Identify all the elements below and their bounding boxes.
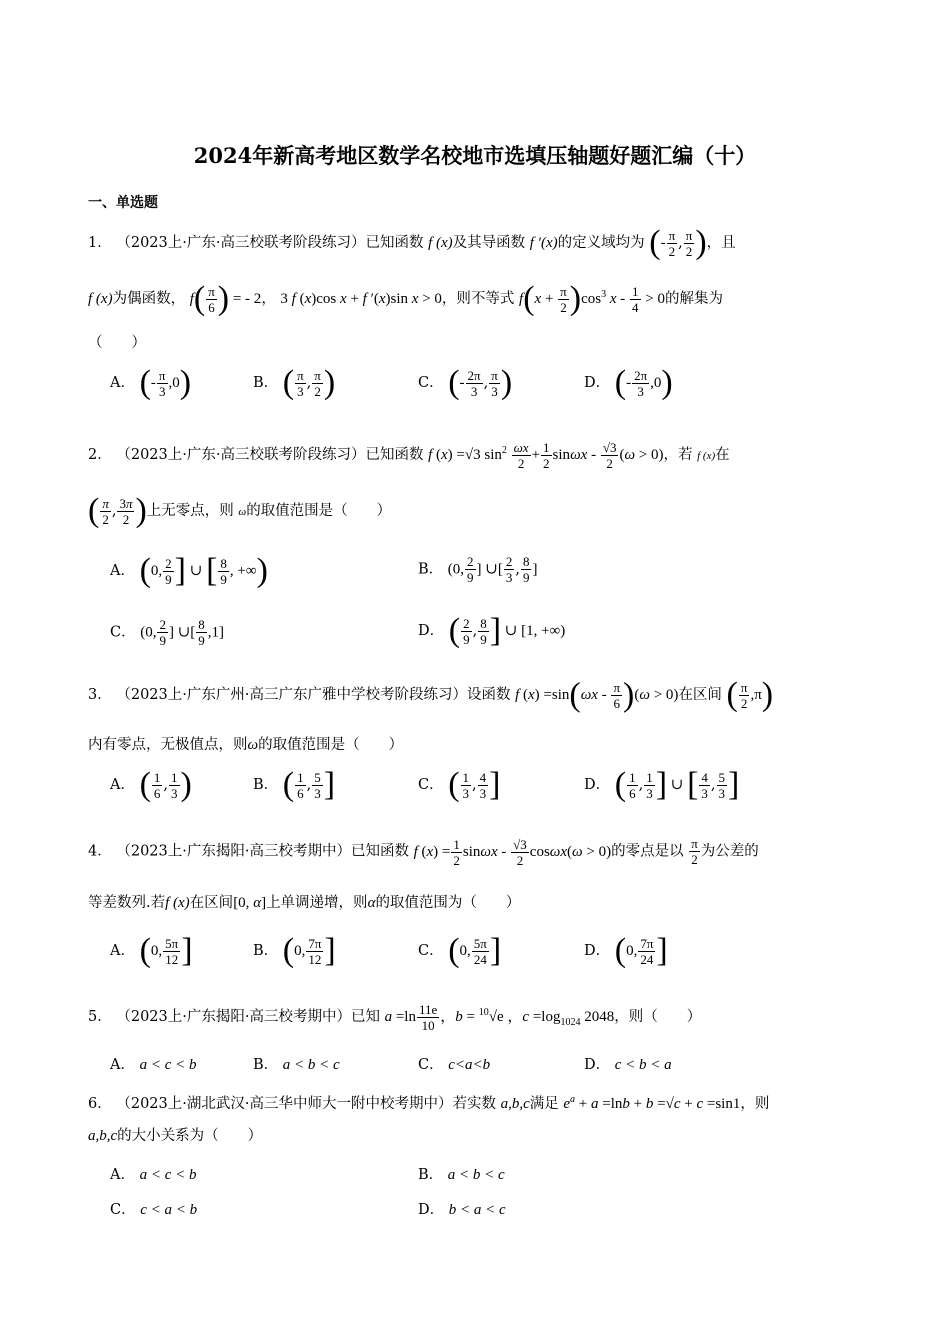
q6-option-d[interactable]: D． b < a < c bbox=[418, 1202, 506, 1218]
q5-option-d[interactable]: D． c < b < a bbox=[584, 1057, 672, 1073]
question-3-line-1: 3． （2023上·广东广州·高三广东广雅中学校考阶段练习）设函数 f (x) =sin(ωx - $\frac{\pi}{6}$ )(ω > 0)在区间 ( $\frac{\pi}{2}$ ,π) bbox=[88, 676, 774, 714]
q1-option-b[interactable]: B． ( $\frac{\pi}{3}$ , $\frac{\pi}{2}$ ) bbox=[253, 364, 336, 401]
q2-option-b[interactable]: B． (0, $\frac{2}{9}$ ] ∪[ $\frac{2}{3}$ , $\frac{8}{9}$ ] bbox=[418, 554, 538, 585]
q4-option-a[interactable]: A． (0, $\frac{5\pi}{12}$ ] bbox=[110, 932, 193, 969]
formula-q3-fx: f (x) =sin(ωx - $\frac{\pi}{6}$ )(ω > 0) bbox=[515, 676, 679, 714]
q3-option-a[interactable]: A． ( $\frac{1}{6}$ , $\frac{1}{3}$ ) bbox=[110, 766, 192, 803]
formula-fprime-x: f ′(x) bbox=[529, 235, 558, 251]
formula-q2-fx: f (x) =√3 $\sin^2$ $\frac{\omega x}{2}$ + $\frac{1}{2}$ sinωx - $\frac{√3}{2}$ (ω > 0) bbox=[428, 440, 664, 471]
q3-option-b[interactable]: B． ( $\frac{1}{6}$ , $\frac{5}{3}$ ] bbox=[253, 766, 336, 803]
q2-option-c[interactable]: C． (0, $\frac{2}{9}$ ] ∪[ $\frac{8}{9}$ ,1] bbox=[110, 617, 225, 648]
document-title: 2024年新高考地区数学名校地市选填压轴题好题汇编（十） bbox=[193, 143, 757, 168]
formula-f-pi6: f( $\frac{\pi}{6}$ ) = - 2 bbox=[189, 280, 262, 317]
question-1-line-2: f (x)为偶函数， f( $\frac{\pi}{6}$ ) = - 2， 3 f (x)cos x + f ′(x)sin x > 0，则不等式 f(x + $\frac{\pi}{2}$ )$\cos^3$ x - $\frac{1}{4}$ > 0的解集为 bbox=[88, 280, 723, 317]
formula-fx: f (x) bbox=[428, 235, 453, 251]
q1-option-d[interactable]: D． (- $\frac{2\pi}{3}$ ,0) bbox=[584, 364, 673, 401]
formula-condition: 3 f (x)cos x + f ′(x)sin x > 0 bbox=[280, 291, 442, 307]
question-4-line-2: 等差数列.若f (x)在区间[0, α]上单调递增，则α的取值范围为（ ） bbox=[88, 895, 521, 911]
q6-option-b[interactable]: B． a < b < c bbox=[418, 1167, 505, 1183]
question-3-line-2: 内有零点，无极值点，则ω的取值范围是（ ） bbox=[88, 737, 404, 753]
q6-option-c[interactable]: C． c < a < b bbox=[110, 1202, 198, 1218]
question-1-line-1: 1． （2023上·广东·高三校联考阶段练习）已知函数 f (x)及其导函数 f ′(x)的定义域均为 (- $\frac{\pi}{2}$ , $\frac{\pi}{2}$ )，且 bbox=[88, 224, 736, 261]
q6-option-a[interactable]: A． a < c < b bbox=[110, 1167, 197, 1183]
formula-q4-fx: f (x) = $\frac{1}{2}$ sinωx - $\frac{√3}{2}$ cosωx(ω > 0) bbox=[413, 836, 612, 868]
question-6-line-2: a,b,c的大小关系为（ ） bbox=[88, 1128, 263, 1144]
q3-option-d[interactable]: D． ( $\frac{1}{6}$ , $\frac{1}{3}$ ] ∪ [ $\frac{4}{3}$ , $\frac{5}{3}$ ] bbox=[584, 766, 740, 803]
question-1-paren: （ ） bbox=[88, 335, 146, 351]
section-heading: 一、单选题 bbox=[88, 195, 158, 211]
q1-option-c[interactable]: C． (- $\frac{2\pi}{3}$ , $\frac{\pi}{3}$ ) bbox=[418, 364, 513, 401]
question-6-line-1: 6． （2023上·湖北武汉·高三华中师大一附中校考期中）若实数 a,b,c满足 $e^a + a =\ln b + b =√c + c =\sin 1$，则 bbox=[88, 1094, 770, 1112]
formula-q6: $e^a + a =\ln b + b =√c + c =\sin 1$ bbox=[563, 1094, 741, 1112]
formula-inequality: f(x + $\frac{\pi}{2}$ )$\cos^3$ x - $\frac{1}{4}$ > 0 bbox=[519, 280, 665, 317]
q2-option-d[interactable]: D． ( $\frac{2}{9}$ , $\frac{8}{9}$ ] ∪ [1, +∞) bbox=[418, 612, 566, 649]
question-source: （2023上·广东·高三校联考阶段练习） bbox=[116, 235, 366, 251]
q5-option-a[interactable]: A． a < c < b bbox=[110, 1057, 197, 1073]
formula-q5: a =ln $\frac{11e}{10}$ ，b = $^{10}$√e ，$c =\log_{1024}$ 2048 bbox=[384, 1002, 615, 1033]
q5-option-c[interactable]: C． c<a<b bbox=[418, 1057, 491, 1073]
formula-domain: (- $\frac{\pi}{2}$ , $\frac{\pi}{2}$ ) bbox=[649, 224, 707, 261]
q4-option-b[interactable]: B． (0, $\frac{7\pi}{12}$ ] bbox=[253, 932, 336, 969]
q3-option-c[interactable]: C． ( $\frac{1}{3}$ , $\frac{4}{3}$ ] bbox=[418, 766, 501, 803]
question-4-line-1: 4． （2023上·广东揭阳·高三校考期中）已知函数 f (x) = $\frac{1}{2}$ sinωx - $\frac{√3}{2}$ cosωx(ω > 0)的零点是以 $\frac{\pi}{2}$ 为公差的 bbox=[88, 836, 759, 868]
question-2-line-2: ( $\frac{\pi}{2}$ , $\frac{3\pi}{2}$ )上无零点，则 ω的取值范围是（ ） bbox=[88, 492, 392, 529]
question-number: 1． bbox=[88, 235, 112, 251]
question-2-line-1: 2． （2023上·广东·高三校联考阶段练习）已知函数 f (x) =√3 $\sin^2$ $\frac{\omega x}{2}$ + $\frac{1}{2}$ sinωx - $\frac{√3}{2}$ (ω > 0)，若 f (x)在 bbox=[88, 440, 730, 471]
question-5-line-1: 5． （2023上·广东揭阳·高三校考期中）已知 a =ln $\frac{11e}{10}$ ，b = $^{10}$√e ，$c =\log_{1024}$ 2048，则（ ） bbox=[88, 1002, 702, 1033]
q2-option-a[interactable]: A． (0, $\frac{2}{9}$ ] ∪ [ $\frac{8}{9}$ , +∞) bbox=[110, 552, 268, 589]
q1-option-a[interactable]: A． (- $\frac{\pi}{3}$ ,0) bbox=[110, 364, 192, 401]
q4-option-c[interactable]: C． (0, $\frac{5\pi}{24}$ ] bbox=[418, 932, 502, 969]
q5-option-b[interactable]: B． a < b < c bbox=[253, 1057, 340, 1073]
q4-option-d[interactable]: D． (0, $\frac{7\pi}{24}$ ] bbox=[584, 932, 668, 969]
